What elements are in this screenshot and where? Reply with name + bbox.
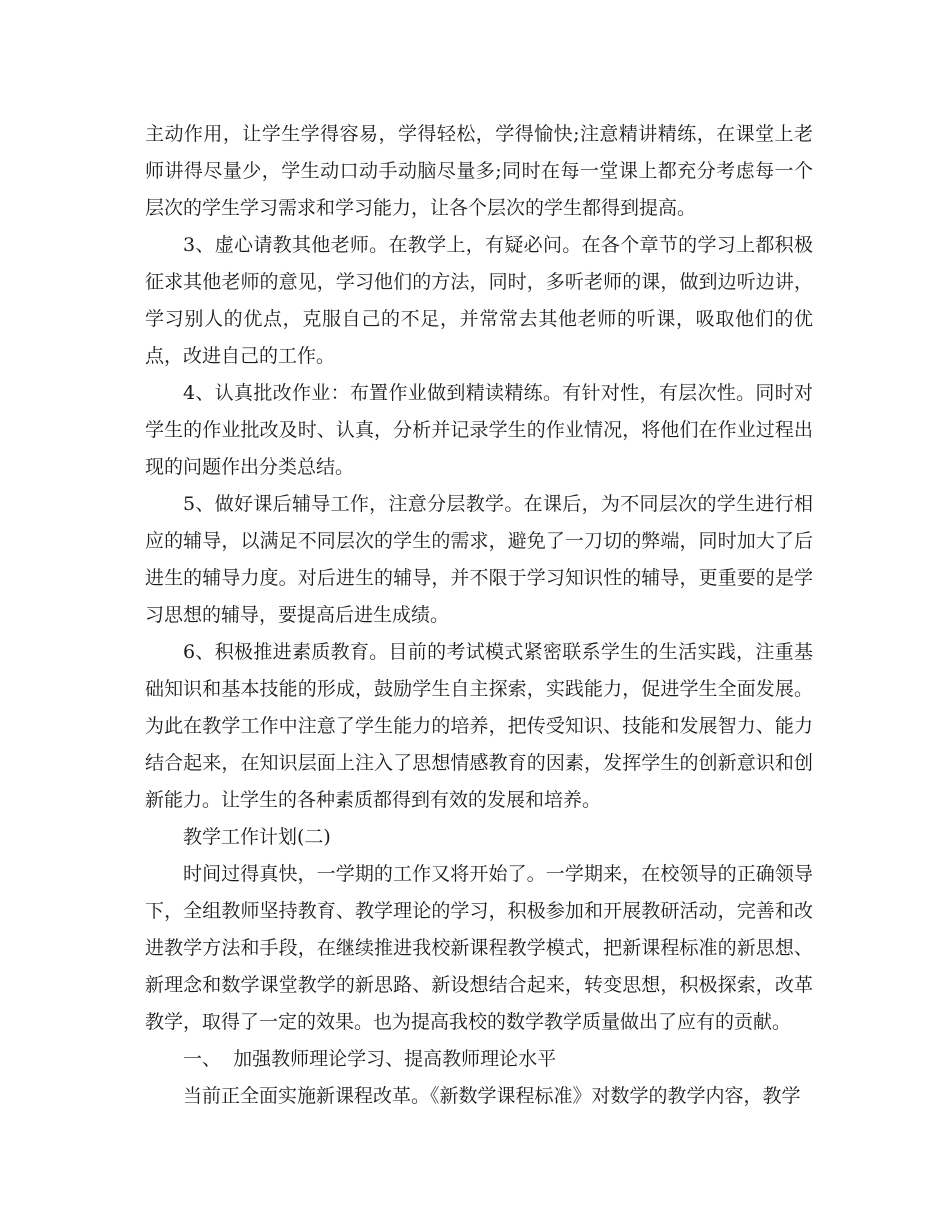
paragraph-7: 当前正全面实施新课程改革。《新数学课程标准》对数学的教学内容，教学 bbox=[183, 1085, 801, 1107]
section-heading-plan-2: 教学工作计划(二) bbox=[183, 826, 331, 848]
document-body bbox=[145, 116, 813, 1115]
paragraph-5: 6、积极推进素质教育。目前的考试模式紧密联系学生的生活实践，注重基础知识和基本技能的形成，鼓励学生自主探索，实践能力，促进学生全面发展。为此在教学工作中注意了学生能力的培养，把传受知识、技能和发展智力、能力结合起来，在知识层面上注入了思想情感教育的因素，发挥学生的创新意识和创新能力。让学生的各种素质都得到有效的发展和培养。 bbox=[145, 641, 813, 811]
paragraph-6: 时间过得真快，一学期的工作又将开始了。一学期来，在校领导的正确领导下，全组教师坚持教育、教学理论的学习，积极参加和开展教研活动，完善和改进教学方法和手段，在继续推进我校新课程教学模式，把新课程标准的新思想、新理念和数学课堂教学的新思路、新设想结合起来，转变思想，积极探索，改革教学，取得了一定的效果。也为提高我校的数学教学质量做出了应有的贡献。 bbox=[145, 863, 813, 1033]
paragraph-4: 5、做好课后辅导工作，注意分层教学。在课后，为不同层次的学生进行相应的辅导，以满足不同层次的学生的需求，避免了一刀切的弊端，同时加大了后进生的辅导力度。对后进生的辅导，并不限于学习知识性的辅导，更重要的是学习思想的辅导，要提高后进生成绩。 bbox=[145, 493, 813, 626]
paragraph-2: 3、虚心请教其他老师。在教学上，有疑必问。在各个章节的学习上都积极征求其他老师的意见，学习他们的方法，同时，多听老师的课，做到边听边讲，学习别人的优点，克服自己的不足，并常常去其他老师的听课，吸取他们的优点，改进自己的工作。 bbox=[145, 234, 813, 367]
paragraph-1: 主动作用，让学生学得容易，学得轻松，学得愉快;注意精讲精练，在课堂上老师讲得尽量少，学生动口动手动脑尽量多;同时在每一堂课上都充分考虑每一个层次的学生学习需求和学习能力，让各个层次的学生都得到提高。 bbox=[145, 123, 813, 219]
paragraph-3: 4、认真批改作业：布置作业做到精读精练。有针对性，有层次性。同时对学生的作业批改及时、认真，分析并记录学生的作业情况，将他们在作业过程出现的问题作出分类总结。 bbox=[145, 382, 813, 478]
section-heading-1: 一、 加强教师理论学习、提高教师理论水平 bbox=[183, 1048, 557, 1070]
